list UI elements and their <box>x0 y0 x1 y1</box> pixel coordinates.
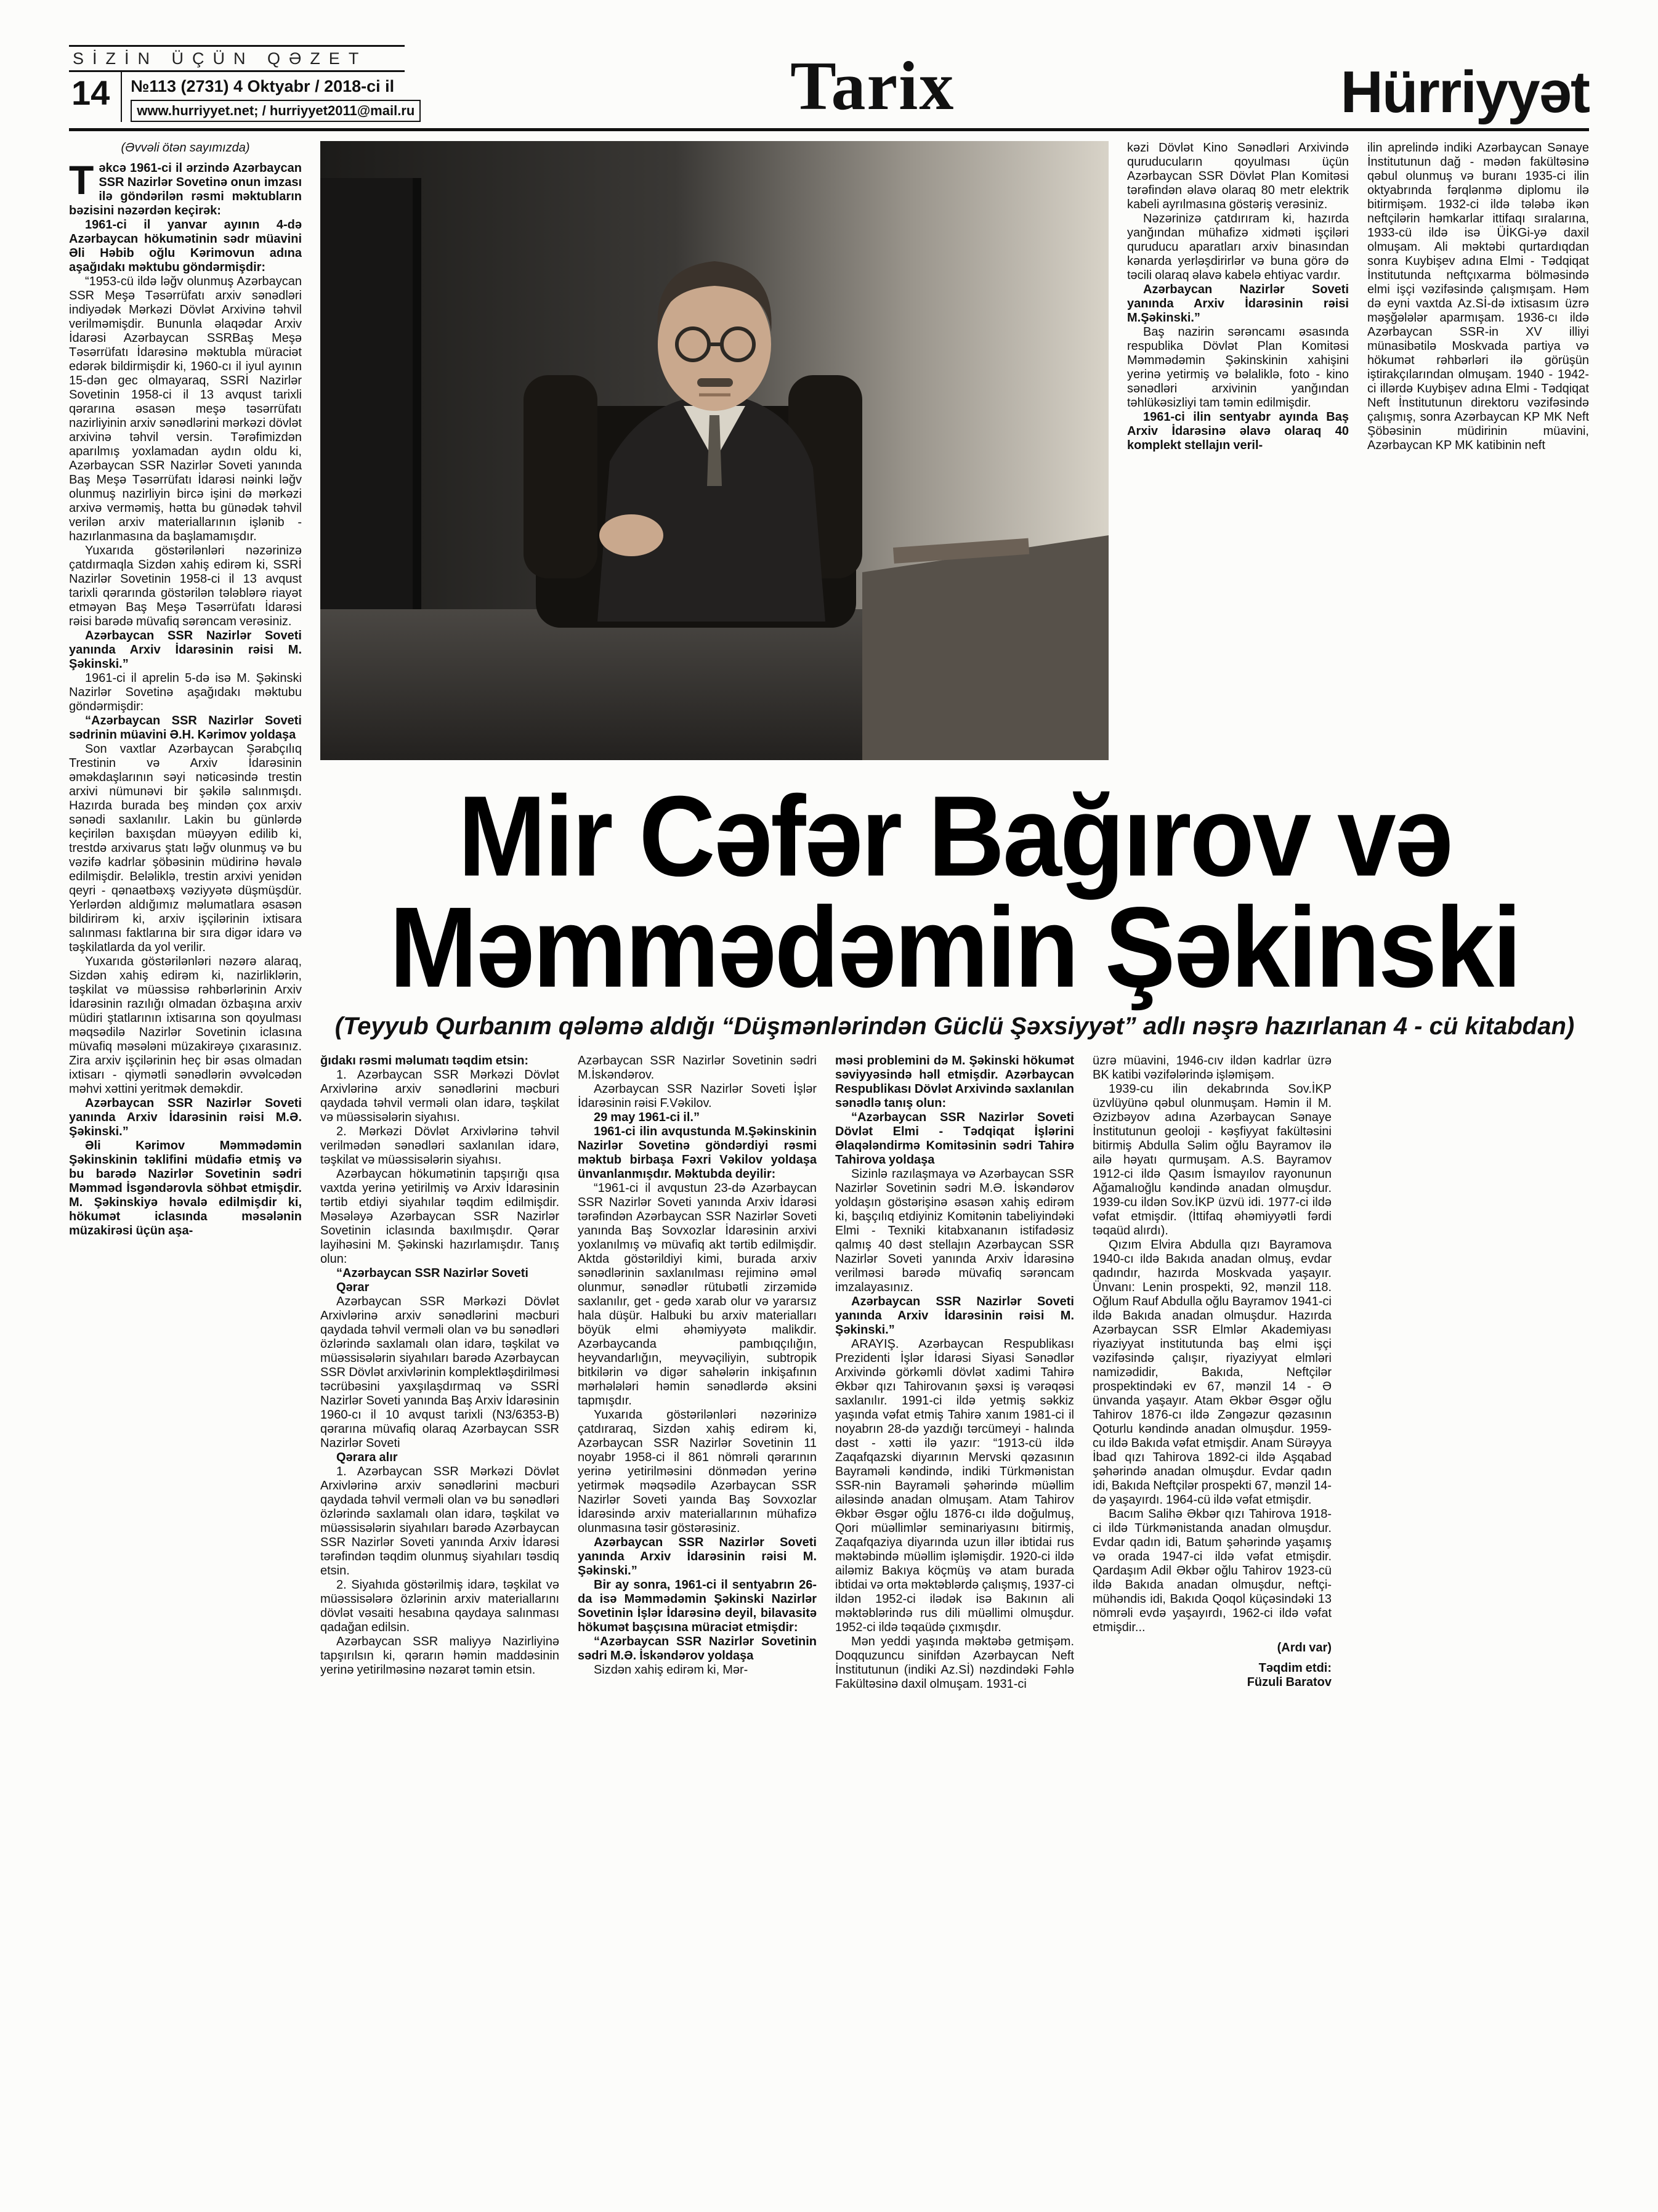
paragraph: Füzuli Baratov <box>1247 1675 1332 1689</box>
paragraph: 29 may 1961-ci il.” <box>594 1110 700 1124</box>
paragraph: ARAYIŞ. Azərbaycan Respublikası Prezidenti İşlər İdarəsi Siyasi Sənədlər Arxivində görkəmli dövlət xadimi Tahirə Əkbər qızı Tahirovanın şəxsi iş vərəqəsi saxlanılır. 1991-ci ildə yetmiş səkkiz yaşında vəfat etmiş Tahirə xanım 1981-ci il noyabrın 28-də yazdığı tərcümeyi - halında dəst - xətti ilə yazır: “1913-cü ildə Zaqafqazski diyarının Mervski qəzasının Bayraməli kəndində, indiki Türkmənistan SSR-nin Bayraməli şəhərində müəllim ailəsində anadan olmuşam. Atam Tahirov Əkbər Əsgər oğlu 1876-cı ildə doğulmuş, Qori müəllimlər seminariyasını bitirmiş, Zaqafqaziya diyarında uzun illər ibtidai rus məktəbində müəllim işləmişdir. 1920-ci ildə ailəmiz Bakıya köçmüş və atam burada ibtidai və orta məktəblərdə çalışmış, 1937-ci ildən 1952-ci ilədək isə Bakının ali məktəblərində rus dili müəllimi olmuşdur. 1952-ci ildə təqaüdə çıxmışdır. <box>835 1337 1074 1634</box>
paragraph: Son vaxtlar Azərbaycan Şərabçılıq Trestinin və Arxiv İdarəsinin əməkdaşlarının səyi nəticəsində trestin arxivi nümunəvi bir şəkilə salınmışdı. Hazırda burada beş mindən çox arxiv sənədi saxlanılır. Lakin bu günlərdə keçirilən baxışdan müəyyən edilib ki, trestdə arxivarus ştatı ləğv olunmuş və bu vəzifə kadrlar şöbəsinin müdirinə həvalə edilmişdir. Beləliklə, trestin arxivi yenidən qeyri - qənaətbəxş vəziyyətə düşmüşdür. Yerlərdən aldığımız məlumatlara əsasən bildirirəm ki, arxiv işçilərinin ixtisara salınması faktlarına bir sıra digər idarə və təşkilatlarda da yol verilir. <box>69 742 302 954</box>
paragraph: Mən yeddi yaşında məktəbə getmişəm. Doqquzuncu sinifdən Azərbaycan Neft İnstitutunun (indiki Az.Sİ) nəzdindəki Fəhlə Fakültəsinə daxil olmuşam. 1931-ci <box>835 1634 1074 1691</box>
paragraph: Azərbaycan SSR Nazirlər Sovetinin sədri M.İskəndərov. <box>578 1053 817 1082</box>
paragraph: 1939-cu ilin dekabrında Sov.İKP üzvlüyünə qəbul olunmuşam. Həmin il M. Əzizbəyov adına Azərbaycan Sənaye İnstitutunun geoloji - kəşfiyyat fakültəsini bitirmiş Abdulla Səlim oğlu Bayramov ilə ailə həyatı qurmuşam. A.S. Bayramov 1912-ci ildə Qasım İsmayılov rayonunun Ağamalıoğlu kəndində anadan olmuşdur. 1939-cu ildən Sov.İKP üzvü idi. 1977-ci ildə vəfat etmişdir. (İttifaq əhəmiyyətli fərdi təqaüd alırdı). <box>1093 1082 1332 1238</box>
paragraph: Azərbaycan SSR Nazirlər Soveti yanında Arxiv İdarəsinin rəisi M. Şəkinski.” <box>578 1535 817 1578</box>
paragraph: kəzi Dövlət Kino Sənədləri Arxivində quruducuların qoyulması üçün Azərbaycan SSR Dövlət Plan Komitəsi tərəfindən əlavə olaraq 80 metr elektrik kabeli ayrılmasına göstəriş verəsiniz. <box>1127 141 1349 211</box>
paragraph: Azərbaycan SSR Nazirlər Soveti İşlər İdarəsinin rəisi F.Vəkilov. <box>578 1082 817 1110</box>
paragraph: Sizdən xahiş edirəm ki, Mər- <box>594 1663 748 1677</box>
text-column-left <box>69 141 302 2174</box>
paragraph: 1. Azərbaycan SSR Mərkəzi Dövlət Arxivlərinə arxiv sənədlərini məcburi qaydada təhvil verməli olan idarə, təşkilat və müəssisələrin siyahısı. <box>320 1068 559 1124</box>
paragraph: Azərbaycan SSR Nazirlər Soveti yanında Arxiv İdarəsinin rəisi M. Şəkinski.” <box>69 629 302 671</box>
paragraph: Bacım Salihə Əkbər qızı Tahirova 1918-ci ildə Türkmənistanda anadan olmuşdur. Evdar qadın idi, Batum şəhərində yaşamış və orada 1947-ci ildə vəfat etmişdir. Qardaşım Adil Əkbər oğlu Tahirov 1923-cü ildə Bakıda anadan olmuşdur, neftçi-mühəndis idi, Bakıda Qoqol küçəsindəki 13 nömrəli evdə yaşayırdı, 1962-ci ildə vəfat etmişdir... <box>1093 1507 1332 1634</box>
headline-line-1: Mir Cəfər Bağırov və <box>458 772 1452 901</box>
issue-date-line: №113 (2731) 4 Oktyabr / 2018-ci il <box>131 77 395 95</box>
paragraph: 1961-ci ilin sentyabr ayında Baş Arxiv İdarəsinə əlavə olaraq 40 komplekt stellajın veril- <box>1127 410 1349 452</box>
paragraph: ilin aprelində indiki Azərbaycan Sənaye İnstitutunun dağ - mədən fakültəsinə qəbul olunmuş və buranı 1935-ci ilin oktyabrında fərqlənmə diplomu ilə bitirmişəm. 1932-ci ildə tələbə ikən neftçilərin həmkarlar ittifaqı sıralarına, 1933-cü ildə isə ÜİKGi-yə daxil olmuşam. Ali məktəbi qurtardıqdan sonra Kuybişev adına Elmi - Tədqiqat İnstitutunda neftçıxarma bölməsində elmi işçi vəzifəsində çalışmışam. Həm də eyni vaxtda Az.Sİ-də ixtisasım üzrə məşğələlər aparmışam. 1936-cı ildə Azərbaycan SSR-in XV illiyi münasibətilə Moskvada partiya və hökumət rəhbərləri ilə görüşün iştirakçılarından olmuşam. 1940 - 1942-ci illərdə Kuybişev adına Elmi - Tədqiqat Neft İnstitutunun direktoru vəzifəsində çalışmış, sonra Azərbaycan KP MK Neft Şöbəsinin müdirinin müavini, Azərbaycan KP MK katibinin neft <box>1367 141 1589 452</box>
paragraph: Təkcə 1961-ci il ərzində Azərbaycan SSR Nazirlər Sovetinə onun imzası ilə göndərilən rəsmi məktubların bəzisini nəzərdən keçirək: <box>69 157 302 217</box>
paragraph: (Əvvəli ötən sayımızda) <box>121 141 250 155</box>
paragraph: “1961-ci il avqustun 23-də Azərbaycan SSR Nazirlər Soveti yanında Arxiv İdarəsi tərəfindən Azərbaycan SSR Nazirlər Soveti yanında Baş Sovxozlar İdarəsinin arxivi yoxlanılmış və müvafiq akt tərtib edilmişdir. Aktda göstərildiyi kimi, burada arxiv sənədlərinin saxlanılması rejiminə əməl olunmur, sənədlər rütubətli zirzəmidə saxlanılır, get - gedə xarab olur və yararsız hala düşür. Halbuki bu arxiv materialları böyük elmi əhəmiyyətə malikdir. Azərbaycanda pambıqçılığın, heyvandarlığın, meyvəçiliyin, subtropik bitkilərin və digər sahələrin inkişafının mərhələləri həmin sənədlərdə əksini tapmışdır. <box>578 1181 817 1408</box>
page-number: 14 <box>69 72 122 122</box>
paragraph: Qızım Elvira Abdulla qızı Bayramova 1940-cı ildə Bakıda anadan olmuş, evdar qadındır, hazırda Moskvada yaşayır. Ünvanı: Lenin prospekti, 92, mənzil 118. Oğlum Rauf Abdulla oğlu Bayramov 1941-ci ildə Bakıda anadan olmuşdur. Hazırda Azərbaycan SSR Elmlər Akademiyası riyaziyyat institutunda baş elmi işçi vəzifəsində çalışır, riyaziyyat elmləri namizədidir, Bakıda, Neftçilər prospektindəki ev 67, mənzil 14 - Ə ünvanda yaşayır. Atam Əkbər Əsgər oğlu Tahirov 1876-cı ildə Zəngəzur qəzasının Qoturlu kəndində anadan olmuşdur. 1959-cu ildə Bakıda vəfat etmişdir. Anam Sürəyya İbad qızı Tahirova 1892-ci ildə Aşqabad şəhərində anadan olmuşdur. Evdar qadın idi, Bakıda Neftçilər prospekti 67, mənzil 14-də yaşayırdı. 1964-cü ildə vəfat etmişdir. <box>1093 1238 1332 1507</box>
paragraph: Qərara alır <box>336 1450 398 1464</box>
paragraph: Yuxarıda göstərilənləri nəzərinizə çatdıraraq, Sizdən xahiş edirəm ki, Azərbaycan SSR Nazirlər Sovetinin 11 noyabr 1958-ci il 861 nömrəli qərarının yerinə yetirilməsini dönmədən yerinə yetirmək məqsədilə Azərbaycan SSR Nazirlər Soveti yaında Baş Sovxozlar İdarəsində arxiv materiallarının mühafizə olunmasına təsir göstərəsiniz. <box>578 1408 817 1535</box>
paragraph: “Azərbaycan SSR Nazirlər Sovetinin sədri M.Ə. İskəndərov yoldaşa <box>578 1634 817 1663</box>
paragraph: 1. Azərbaycan SSR Mərkəzi Dövlət Arxivlərinə arxiv sənədlərini məcburi qaydada təhvil verməli olan və bu sənədləri özlərində saxlamalı olan idarə, təşkilat və müəssisələrin siyahıları barədə Azərbaycan SSR Nazirlər Soveti yanında Arxiv İdarəsi tərəfindən təqdim olunmuş siyahıları təsdiq etsin. <box>320 1464 559 1578</box>
article-headline <box>320 772 1589 1011</box>
paragraph: 2. Siyahıda göstərilmiş idarə, təşkilat və müəssisələrə özlərinin arxiv materiallarını dövlət vəsaiti hesabına qaydaya salınması qadağan edilsin. <box>320 1578 559 1634</box>
contact-line: www.hurriyyet.net; / hurriyyet2011@mail.ru <box>131 100 421 122</box>
text-column-5 <box>1093 1054 1332 2174</box>
article-body <box>69 141 1589 2174</box>
paragraph: “Azərbaycan SSR Nazirlər Soveti Dövlət Elmi - Tədqiqat İşlərini Əlaqələndirmə Komitəsinin sədri Tahirə Tahirova yoldaşa <box>835 1110 1074 1167</box>
section-title: Tarix <box>790 48 955 124</box>
paragraph: Yuxarıda göstərilənləri nəzərinizə çatdırmaqla Sizdən xahiş edirəm ki, SSRİ Nazirlər Sovetinin 1958-ci il 13 avqust tarixli qərarında göstərilən tələblərə riayət etməyən Baş Meşə Təsərrüfatı İdarəsi rəisi barədə müvafiq sərəncam verəsiniz. <box>69 544 302 628</box>
paragraph: Azərbaycan Nazirlər Soveti yanında Arxiv İdarəsinin rəisi M.Şəkinski.” <box>1127 283 1349 325</box>
paragraph: 1961-ci ilin avqustunda M.Şəkinskinin Nazirlər Sovetinə göndərdiyi rəsmi məktub birbaşa Fəxri Vəkilov yoldaşa ünvanlanmışdır. Məktubda deyilir: <box>578 1124 817 1181</box>
headline-block <box>320 760 1589 1054</box>
text-column-4 <box>835 1054 1074 2174</box>
masthead-tagline: SİZİN ÜÇÜN QƏZET <box>69 45 405 72</box>
paragraph: Sizinlə razılaşmaya və Azərbaycan SSR Nazirlər Sovetinin sədri M.Ə. İskəndərov yoldaşın göstərişinə əsasən xahiş edirəm ki, başçılıq etdiyiniz Komitənin tabeliyindəki Elmi - Texniki kitabxananın istifadəsiz qalmış 40 dəst stellajın Azərbaycan SSR Nazirlər Soveti yanında Arxiv İdarəsinə verilməsi barədə müvafiq sərəncam imzalayasınız. <box>835 1167 1074 1294</box>
text-column-6 <box>1350 1054 1589 2174</box>
paragraph: Baş nazirin sərəncamı əsasında respublika Dövlət Plan Komitəsi Məmmədəmin Şəkinskinin xahişini yerinə yetirmiş və bəlaliklə, foto - kino sənədləri arxivinin yanğından təhlükəsizliyi tam təmin edilmişdir. <box>1127 325 1349 410</box>
text-column-2 <box>320 1054 559 2174</box>
masthead <box>69 48 1589 131</box>
paragraph: məsi problemini də M. Şəkinski hökumət səviyyəsində həll etmişdir. Azərbaycan Respublikası Dövlət Arxivində saxlanılan sənədlə tanış olun: <box>835 1053 1074 1110</box>
paragraph: üzrə müavini, 1946-cıv ildən kadrlar üzrə BK katibi vəzifələrində işləmişəm. <box>1093 1053 1332 1082</box>
top-band <box>320 141 1589 760</box>
paragraph: Bir ay sonra, 1961-ci il sentyabrın 26-da isə Məmmədəmin Şəkinski Nazirlər Sovetinin İşlər İdarəsinə deyil, bilavasitə hökumət başçısına müraciət etmişdir: <box>578 1578 817 1634</box>
paragraph: Azərbaycan hökumətinin tapşırığı qısa vaxtda yerinə yetirilmiş və Arxiv İdarəsinin tərtib etdiyi siyahılar təqdim edilmişdir. Məsələyə Azərbaycan SSR Nazirlər Sovetinin iclasında baxılmışdır. Qərar layihəsini M. Şəkinski hazırlamışdır. Tanış olun: <box>320 1167 559 1266</box>
paragraph: 2. Mərkəzi Dövlət Arxivlərinə təhvil verilmədən sənədləri saxlanılan idarə, təşkilat və müəssisələrin siyahısı. <box>320 1124 559 1167</box>
paragraph: “1953-cü ildə ləğv olunmuş Azərbaycan SSR Meşə Təsərrüfatı arxiv sənədləri indiyədək Mərkəzi Dövlət Arxivinə təhvil verilməmişdir. Bununla əlaqədar Arxiv İdarəsi Azərbaycan SSRBaş Meşə Təsərrüfatı İdarəsinə məktubla müraciət edərək bildirmişdir ki, 1960-cı il iyul ayının 15-dən gec olmayaraq, SSRİ Nazirlər Sovetinin 1958-ci il 13 avqust tarixli qərarına əsasən meşə təsərrüfatı nazirliyinin arxiv sənədlərini mərkəzi dövlət arxivinə təhvil versin. Tərəfimizdən aparılmış yoxlamadan aydın oldu ki, Azərbaycan SSR Nazirlər Soveti yanında Baş Meşə Təsərrüfatı İdarəsi nəinki ləğv olunmuş nazirliyin bircə işini də mərkəzi arxivə verməmiş, hətta bu günədək təhvil verilən arxiv materiallarının işlənib - hazırlanmasına da başlamamışdır. <box>69 275 302 543</box>
paragraph: Qərar <box>336 1280 370 1294</box>
portrait-photo <box>320 141 1109 760</box>
paragraph: “Azərbaycan SSR Nazirlər Soveti sədrinin müavini Ə.H. Kərimov yoldaşa <box>69 714 302 742</box>
newspaper-logo: Hürriyyət <box>1340 59 1589 125</box>
paragraph: ğıdakı rəsmi məlumatı təqdim etsin: <box>320 1053 529 1068</box>
headline-line-2: Məmmədəmin Şəkinski <box>389 883 1520 1011</box>
paragraph: “Azərbaycan SSR Nazirlər Soveti <box>336 1266 528 1280</box>
paragraph: Azərbaycan SSR maliyyə Nazirliyinə tapşırılsın ki, qərarın həmin maddəsinin yerinə yetirilməsinə nəzarət təmin etsin. <box>320 1634 559 1677</box>
paragraph: Azərbaycan SSR Nazirlər Soveti yanında Arxiv İdarəsinin rəisi M.Ə. Şəkinski.” <box>69 1096 302 1138</box>
paragraph: Təqdim etdi: <box>1258 1661 1332 1675</box>
paragraph: (Ardı var) <box>1277 1640 1332 1655</box>
paragraph: 1961-ci il yanvar ayının 4-də Azərbaycan hökumətinin sədr müavini Əli Həbib oğlu Kərimovun adına aşağıdakı məktubu göndərmişdir: <box>69 218 302 274</box>
text-column-top-a <box>1127 141 1349 760</box>
paragraph: 1961-ci il aprelin 5-də isə M. Şəkinski Nazirlər Sovetinə aşağıdakı məktubu göndərmişdir: <box>69 671 302 713</box>
paragraph: Azərbaycan SSR Mərkəzi Dövlət Arxivlərinə arxiv sənədlərini məcburi qaydada təhvil verməli olan və bu sənədləri özlərində saxlamalı olan idarə, təşkilat və müəssisələrin siyahıları barədə Azərbaycan SSR Dövlət arxivlərinin komplektləşdirilməsi təcrübəsini yaxşılaşdırmaq və SSRİ Nazirlər Soveti yanında Baş Arxiv İdarəsinin 1960-cı il 10 avqust tarixli (N3/6353-B) qərarına müvafiq olaraq Azərbaycan SSR Nazirlər Soveti <box>320 1294 559 1450</box>
bottom-band <box>320 1054 1589 2174</box>
masthead-info-box <box>69 45 415 122</box>
paragraph: Əli Kərimov Məmmədəmin Şəkinskinin təklifini müdafiə etmiş və bu barədə Nazirlər Sovetinin sədri Məmməd İsgəndərovla söhbət etmişdir. M. Şəkinskiyə həvalə edilmişdir ki, hökumət iclasında məsələnin müzakirəsi üçün aşa- <box>69 1139 302 1238</box>
paragraph: Yuxarıda göstərilənləri nəzərə alaraq, Sizdən xahiş edirəm ki, nazirliklərin, təşkilat və müəssisə rəhbərlərinin Arxiv İdarəsinin razılığı olmadan özbaşına arxiv müdiri ştatlarının ixtisarına son qoyulması məqsədilə Nazirlər Sovetinin iclasına müvafiq məsələni müzakirəyə çıxarasınız. Zira arxiv işçilərinin heç bir əsas olmadan ixtisarı - qiymətli sənədlərin əvvəlcədən məhvi xəttini yeritmək deməkdir. <box>69 955 302 1096</box>
text-column-3 <box>578 1054 817 2174</box>
text-column-top-b <box>1367 141 1589 760</box>
article-subtitle: (Teyyub Qurbanım qələmə aldığı “Düşmənlərindən Güclü Şəxsiyyət” adlı nəşrə hazırlanan 4 - cü kitabdan) <box>334 1012 1575 1040</box>
paragraph: Nəzərinizə çatdırıram ki, hazırda yanğından mühafizə xidməti işçiləri quruducu aparatları arxiv binasından kənarda yerləşdirirlər və buna görə də təcili olaraq əlavə kabelə ehtiyac vardır. <box>1127 212 1349 282</box>
paragraph: Azərbaycan SSR Nazirlər Soveti yanında Arxiv İdarəsinin rəisi M. Şəkinski.” <box>835 1294 1074 1337</box>
portrait-photo-art <box>320 141 1109 760</box>
